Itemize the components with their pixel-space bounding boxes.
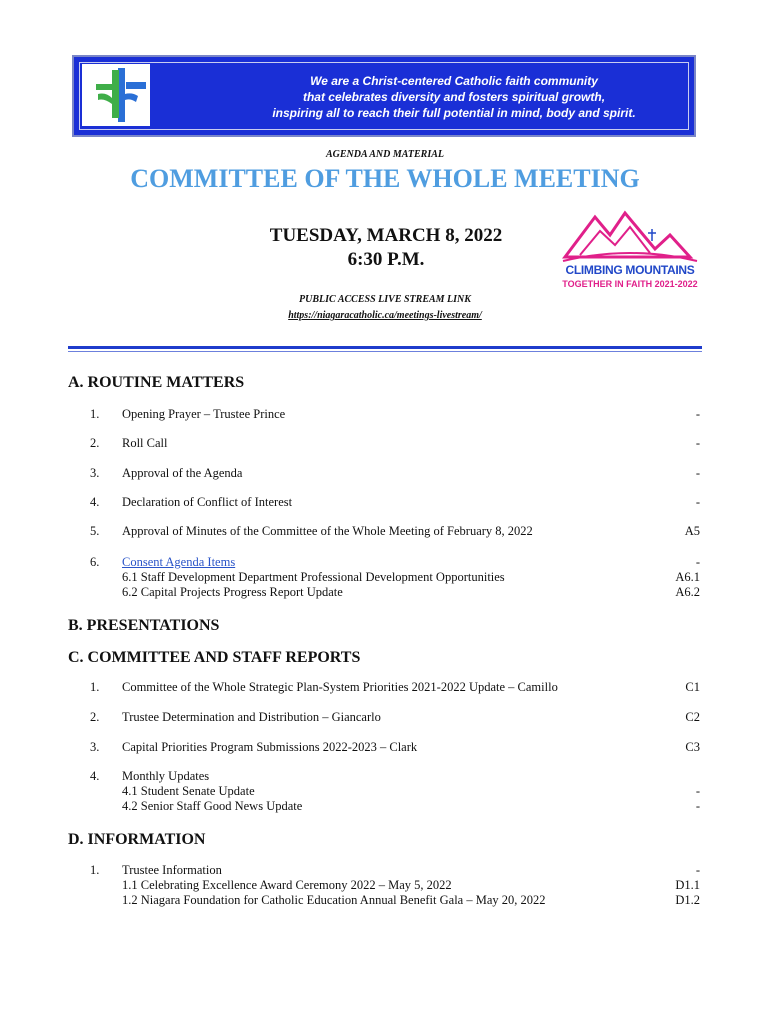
item-number: 1. [90, 407, 100, 421]
subitem-text: 4.1 Student Senate Update [122, 784, 255, 798]
subitem-text: 1.1 Celebrating Excellence Award Ceremony 2022 – May 5, 2022 [122, 878, 452, 892]
subitem-reference: D1.2 [675, 893, 700, 907]
page-title: COMMITTEE OF THE WHOLE MEETING [130, 164, 640, 193]
subitem-reference: - [695, 799, 700, 813]
item-number: 1. [90, 863, 100, 877]
item-number: 2. [90, 710, 100, 724]
item-number: 4. [90, 495, 100, 509]
item-reference: - [695, 495, 700, 509]
mountain-cross-icon [555, 205, 705, 265]
item-text: Capital Priorities Program Submissions 2022-2023 – Clark [122, 740, 418, 754]
item-reference: C2 [685, 710, 700, 724]
item-reference: - [695, 555, 700, 569]
item-reference: C1 [685, 680, 700, 694]
item-reference: - [695, 863, 700, 877]
consent-agenda-link[interactable]: Consent Agenda Items [122, 555, 236, 569]
item-number: 6. [90, 555, 100, 569]
subitem-reference: A6.1 [675, 570, 700, 584]
item-text: Trustee Determination and Distribution – Giancarlo [122, 710, 381, 724]
subitem-text: 6.2 Capital Projects Progress Report Update [122, 585, 343, 599]
emblem-subtitle: TOGETHER IN FAITH 2021-2022 [562, 279, 698, 289]
divider-thick [68, 346, 702, 349]
item-number: 2. [90, 436, 100, 450]
item-number: 4. [90, 769, 100, 783]
meeting-datetime [236, 224, 536, 272]
item-number: 3. [90, 740, 100, 754]
mission-line-3: inspiring all to reach their full potential in mind, body and spirit. [272, 106, 636, 120]
item-text: Approval of the Agenda [122, 466, 243, 480]
item-reference: A5 [684, 524, 700, 538]
item-text: Trustee Information [122, 863, 222, 877]
section-heading-b: B. PRESENTATIONS [68, 617, 220, 634]
item-reference: - [695, 466, 700, 480]
subitem-reference: A6.2 [675, 585, 700, 599]
item-number: 3. [90, 466, 100, 480]
agenda-label: AGENDA AND MATERIAL [326, 149, 444, 160]
mission-banner [72, 55, 696, 137]
divider-thin [68, 351, 702, 352]
item-text: Committee of the Whole Strategic Plan-System Priorities 2021-2022 Update – Camillo [122, 680, 558, 694]
livestream-label: PUBLIC ACCESS LIVE STREAM LINK [299, 294, 471, 305]
item-text: Roll Call [122, 436, 168, 450]
meeting-date: TUESDAY, MARCH 8, 2022 [269, 225, 503, 246]
item-reference: - [695, 436, 700, 450]
meeting-time: 6:30 P.M. [347, 249, 425, 270]
item-reference: C3 [685, 740, 700, 754]
item-number: 5. [90, 524, 100, 538]
subitem-reference: D1.1 [675, 878, 700, 892]
item-text: Monthly Updates [122, 769, 210, 783]
subitem-text: 6.1 Staff Development Department Professional Development Opportunities [122, 570, 505, 584]
subitem-reference: - [695, 784, 700, 798]
section-heading-a: A. ROUTINE MATTERS [68, 374, 245, 391]
mission-statement [219, 73, 689, 121]
subitem-text: 4.2 Senior Staff Good News Update [122, 799, 303, 813]
subitem-text: 1.2 Niagara Foundation for Catholic Education Annual Benefit Gala – May 20, 2022 [122, 893, 546, 907]
section-heading-c: C. COMMITTEE AND STAFF REPORTS [68, 649, 361, 666]
item-number: 1. [90, 680, 100, 694]
cross-logo-icon [82, 64, 150, 126]
climbing-mountains-emblem [555, 205, 705, 293]
item-text: Approval of Minutes of the Committee of the Whole Meeting of February 8, 2022 [122, 524, 533, 538]
emblem-title: CLIMBING MOUNTAINS [565, 263, 695, 277]
section-heading-d: D. INFORMATION [68, 831, 206, 848]
livestream-link[interactable]: https://niagaracatholic.ca/meetings-livestream/ [288, 310, 482, 321]
item-text: Declaration of Conflict of Interest [122, 495, 293, 509]
item-reference: - [695, 407, 700, 421]
mission-line-1: We are a Christ-centered Catholic faith community [310, 74, 598, 88]
item-text: Opening Prayer – Trustee Prince [122, 407, 286, 421]
mission-line-2: that celebrates diversity and fosters spiritual growth, [302, 90, 606, 104]
